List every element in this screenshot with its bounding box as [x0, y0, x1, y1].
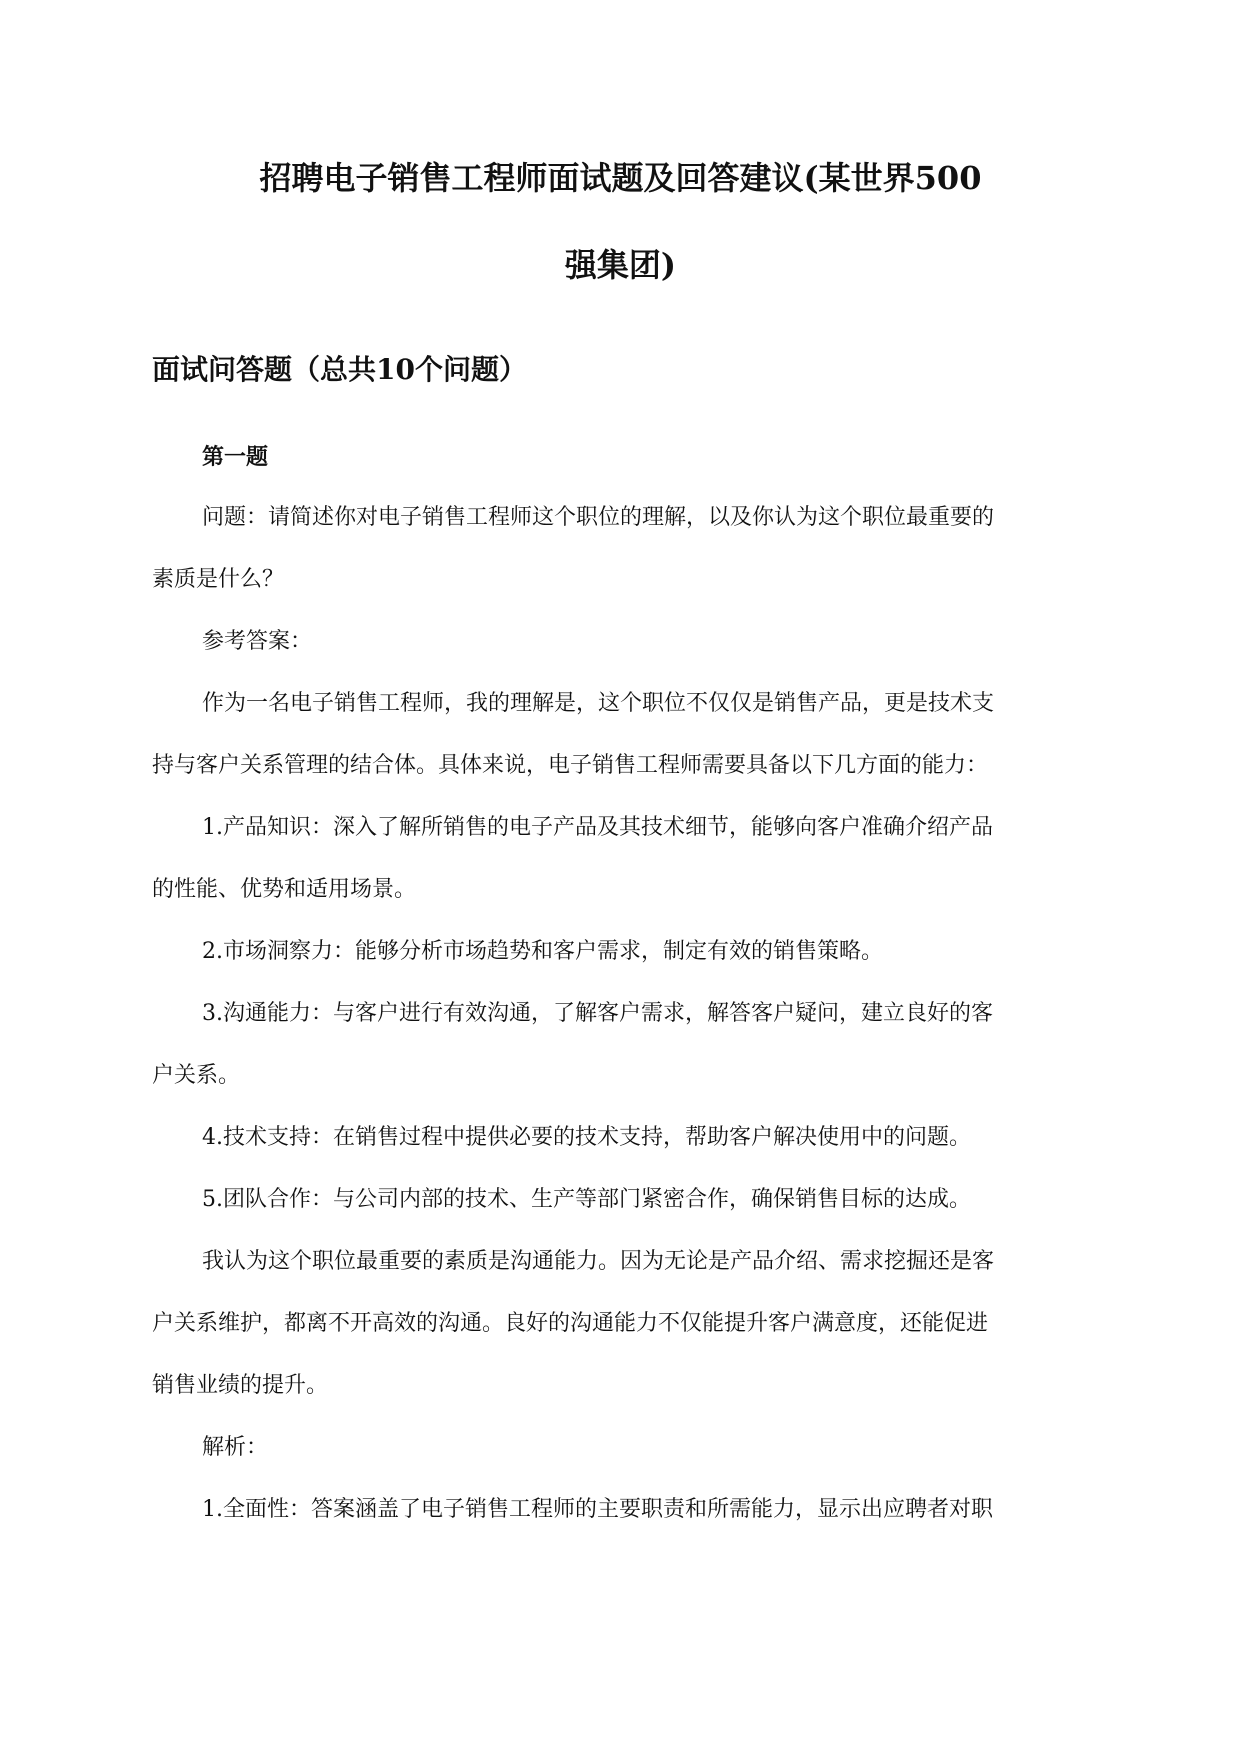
- paragraph-line: 持与客户关系管理的结合体。具体来说，电子销售工程师需要具备以下几方面的能力：: [152, 753, 989, 778]
- paragraph-line: 2.市场洞察力：能够分析市场趋势和客户需求，制定有效的销售策略。: [202, 939, 883, 964]
- document-title-line-2: 强集团): [564, 246, 677, 284]
- paragraph-line: 5.团队合作：与公司内部的技术、生产等部门紧密合作，确保销售目标的达成。: [202, 1187, 971, 1212]
- document-title-line-1: 招聘电子销售工程师面试题及回答建议(某世界500: [259, 159, 982, 197]
- section-heading: 面试问答题（总共10个问题）: [152, 353, 527, 386]
- paragraph-line: 4.技术支持：在销售过程中提供必要的技术支持，帮助客户解决使用中的问题。: [202, 1125, 971, 1150]
- paragraph-line: 问题：请简述你对电子销售工程师这个职位的理解，以及你认为这个职位最重要的: [202, 505, 995, 530]
- paragraph-line: 户关系。: [152, 1063, 241, 1088]
- question-label: 第一题: [202, 444, 269, 470]
- paragraph-line: 的性能、优势和适用场景。: [152, 877, 417, 902]
- paragraph-line: 1.全面性：答案涵盖了电子销售工程师的主要职责和所需能力，显示出应聘者对职: [202, 1497, 993, 1522]
- paragraph-line: 素质是什么？: [152, 567, 285, 592]
- paragraph-line: 1.产品知识：深入了解所销售的电子产品及其技术细节，能够向客户准确介绍产品: [202, 815, 993, 840]
- paragraph-line: 参考答案：: [202, 629, 313, 654]
- paragraph-line: 我认为这个职位最重要的素质是沟通能力。因为无论是产品介绍、需求挖掘还是客: [202, 1249, 995, 1274]
- paragraph-line: 3.沟通能力：与客户进行有效沟通，了解客户需求，解答客户疑问，建立良好的客: [202, 1001, 993, 1026]
- paragraph-line: 解析：: [202, 1435, 269, 1460]
- paragraph-line: 作为一名电子销售工程师，我的理解是，这个职位不仅仅是销售产品，更是技术支: [202, 691, 995, 716]
- paragraph-line: 户关系维护，都离不开高效的沟通。良好的沟通能力不仅能提升客户满意度，还能促进: [152, 1311, 989, 1336]
- paragraph-line: 销售业绩的提升。: [152, 1373, 329, 1398]
